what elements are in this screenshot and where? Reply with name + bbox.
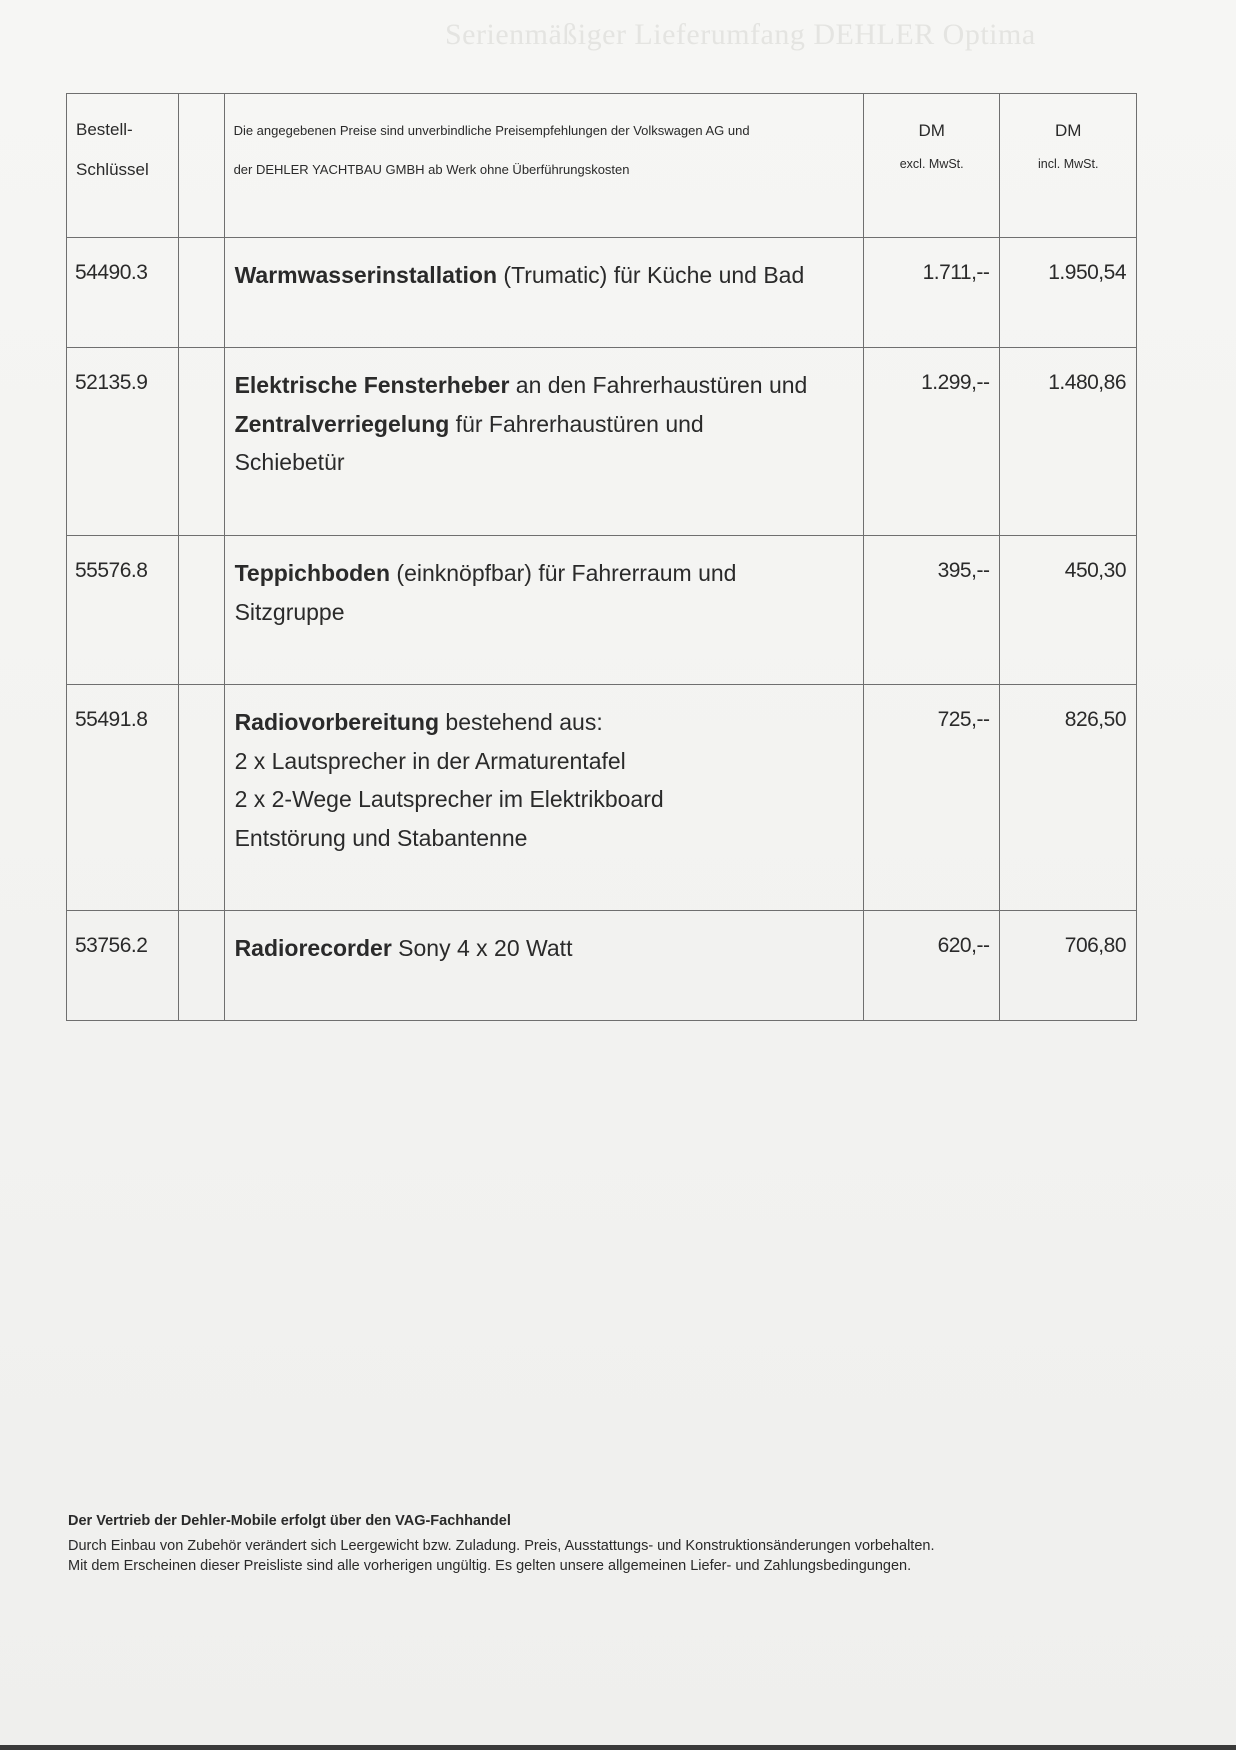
- item-description: Teppichboden (einknöpfbar) für Fahrerraum und Sitzgruppe: [224, 536, 863, 685]
- price-excl: 1.299,--: [863, 348, 1000, 536]
- header-price-note: Die angegebenen Preise sind unverbindliche Preisempfehlungen der Volkswagen AG und der DEHLER YACHTBAU GMBH ab Werk ohne Überführungskosten: [224, 94, 863, 238]
- price-excl: 395,--: [863, 536, 1000, 685]
- order-key: 52135.9: [67, 348, 179, 536]
- price-excl: 1.711,--: [863, 238, 1000, 348]
- price-incl: 826,50: [1000, 685, 1137, 911]
- price-excl: 620,--: [863, 911, 1000, 1021]
- price-incl: 1.950,54: [1000, 238, 1137, 348]
- table-row: [67, 238, 1137, 348]
- table-row: [67, 685, 1137, 911]
- table-row: [67, 911, 1137, 1021]
- table-row: [67, 348, 1137, 536]
- row-spacer: [179, 536, 224, 685]
- row-spacer: [179, 238, 224, 348]
- footer-line-2: Mit dem Erscheinen dieser Preisliste sind alle vorherigen ungültig. Es gelten unsere allgemeinen Liefer- und Zahlungsbedingungen.: [68, 1558, 912, 1574]
- footer-headline: Der Vertrieb der Dehler-Mobile erfolgt über den VAG-Fachhandel: [68, 1513, 511, 1529]
- price-incl: 1.480,86: [1000, 348, 1137, 536]
- row-spacer: [179, 685, 224, 911]
- header-price-incl: DM incl. MwSt.: [1000, 94, 1137, 238]
- item-description: Warmwasserinstallation (Trumatic) für Küche und Bad: [224, 238, 863, 348]
- scan-edge: [0, 1745, 1236, 1750]
- price-incl: 706,80: [1000, 911, 1137, 1021]
- table-header-row: [67, 94, 1137, 238]
- row-spacer: [179, 911, 224, 1021]
- item-description: Radiorecorder Sony 4 x 20 Watt: [224, 911, 863, 1021]
- footer-line-1: Durch Einbau von Zubehör verändert sich Leergewicht bzw. Zuladung. Preis, Ausstattungs- und Konstruktionsänderungen vorbehalten.: [68, 1538, 935, 1554]
- row-spacer: [179, 348, 224, 536]
- header-price-excl: DM excl. MwSt.: [863, 94, 1000, 238]
- header-spacer: [179, 94, 224, 238]
- order-key: 55491.8: [67, 685, 179, 911]
- order-key: 55576.8: [67, 536, 179, 685]
- item-description: Elektrische Fensterheber an den Fahrerhaustüren und Zentralverriegelung für Fahrerhaustüren und Schiebetür: [224, 348, 863, 536]
- order-key: 54490.3: [67, 238, 179, 348]
- show-through-heading: Serienmäßiger Lieferumfang DEHLER Optima: [445, 18, 1036, 51]
- price-table: [66, 93, 1137, 1021]
- order-key: 53756.2: [67, 911, 179, 1021]
- price-incl: 450,30: [1000, 536, 1137, 685]
- item-description: Radiovorbereitung bestehend aus: 2 x Lautsprecher in der Armaturentafel 2 x 2-Wege Lautsprecher im Elektrikboard Entstörung und Stabantenne: [224, 685, 863, 911]
- header-order-key: Bestell- Schlüssel: [67, 94, 179, 238]
- footer-notes: [68, 1510, 1168, 1576]
- price-excl: 725,--: [863, 685, 1000, 911]
- table-row: [67, 536, 1137, 685]
